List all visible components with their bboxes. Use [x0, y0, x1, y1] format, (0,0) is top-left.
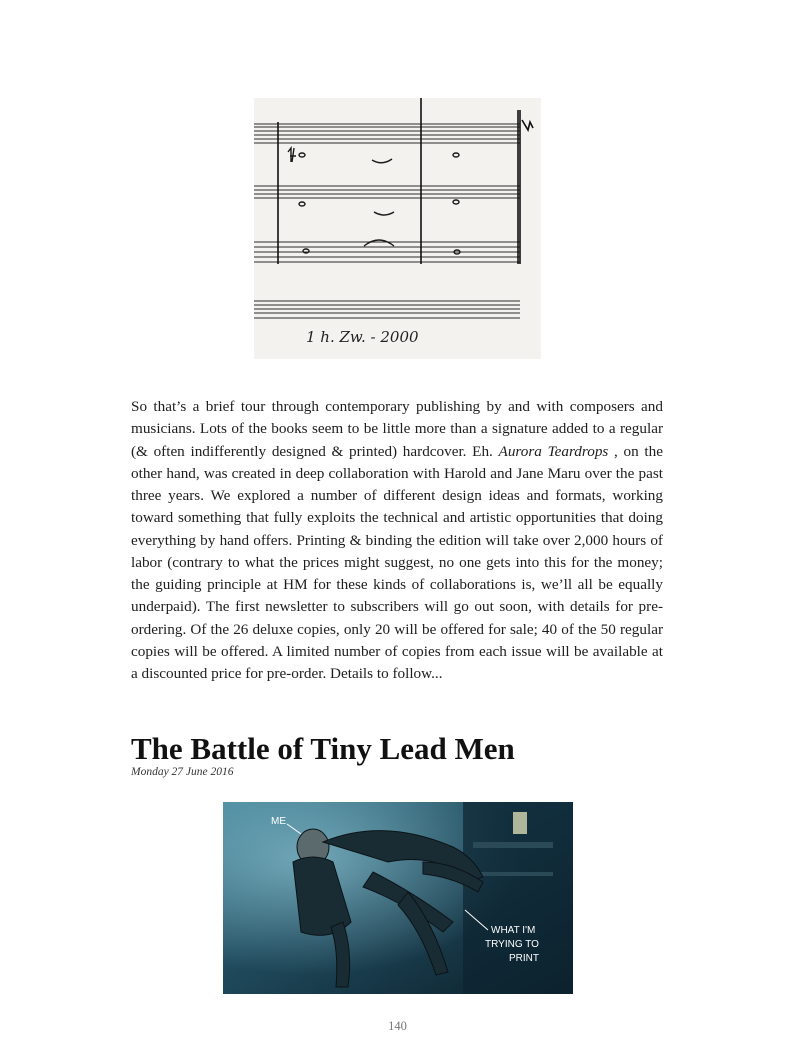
page-number: 140 — [388, 1019, 407, 1033]
post-title[interactable]: The Battle of Tiny Lead Men — [131, 731, 515, 766]
score-handwriting: 1 h. Zw. - 2000 — [306, 328, 419, 346]
meme-label-print-1: WHAT I'M — [491, 925, 536, 936]
meme-label-me: ME — [271, 816, 286, 827]
meme-label-print-2: TRYING TO — [485, 939, 539, 950]
article-paragraph — [131, 396, 663, 685]
book-title: Aurora Teardrops — [498, 442, 609, 460]
meme-image — [223, 802, 573, 994]
paragraph-text-1: So that’s a brief tour through contemporary publishing by and with composers and musicians. Lots of the books seem to be little more than a signature added to a regular (& often indifferently designed & printed) hardcover. Eh. — [131, 398, 663, 460]
music-score-image — [254, 98, 541, 359]
meme-label-print-3: PRINT — [509, 953, 539, 964]
paragraph-text-2: , on the other hand, was created in deep collaboration with Harold and Jane Maru over the past three years. We explored a number of different design ideas and formats, working toward something that fully exploits the technical and artistic opportunities that doing everything by hand offers. Printing & binding the edition will take over 2,000 hours of labor (contrary to what the prices might suggest, no one gets into this for the money; the guiding principle at HM for these kinds of collaborations is, we’ll all be equally underpaid). The first newsletter to subscribers will go out soon, with details for pre-ordering. Of the 26 deluxe copies, only 20 will be offered for sale; 40 of the 50 regular copies will be offered. A limited number of copies from each issue will be available at a discounted price for pre-order. Details to follow... — [131, 442, 663, 682]
post-date: Monday 27 June 2016 — [131, 766, 234, 778]
